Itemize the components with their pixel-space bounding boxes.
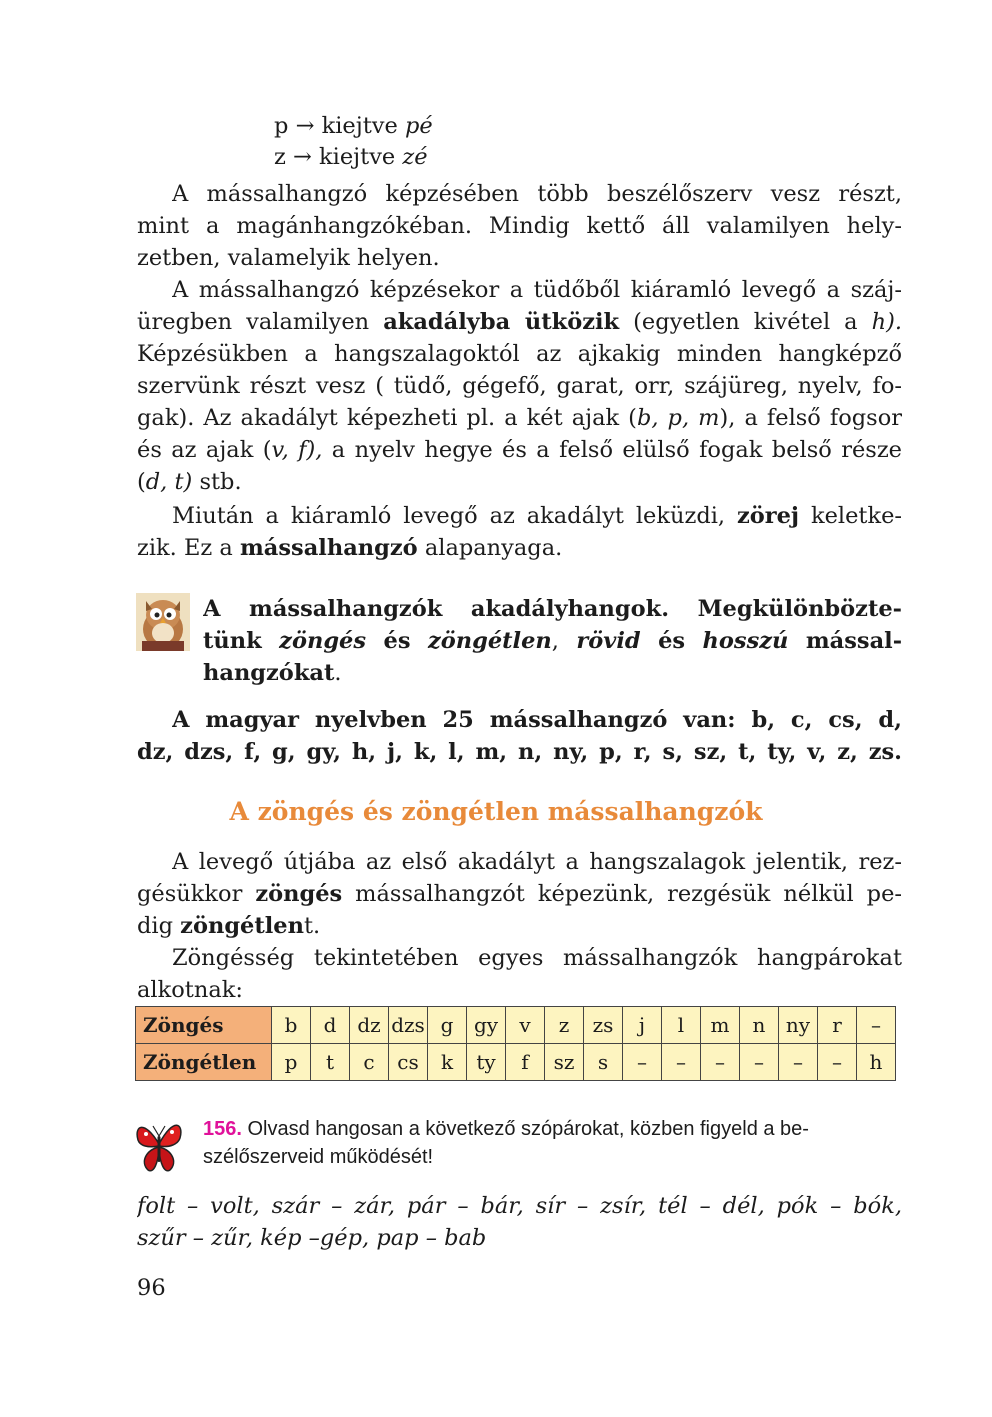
paragraph-2-line-5: gak). Az akadályt képezheti pl. a két ajak (b, p, m), a felső fogsor: [137, 405, 902, 431]
table-cell: r: [818, 1007, 857, 1044]
butterfly-icon: [134, 1114, 184, 1176]
table-cell: c: [350, 1044, 389, 1081]
table-cell: gy: [467, 1007, 506, 1044]
owl-icon: [136, 593, 190, 651]
voiceless-row: [136, 1044, 896, 1081]
table-cell: d: [311, 1007, 350, 1044]
table-cell: –: [701, 1044, 740, 1081]
consonant-list-line-2: dz, dzs, f, g, gy, h, j, k, l, m, n, ny, p, r, s, sz, t, ty, v, z, zs.: [137, 739, 902, 765]
rule-line-2: tünk zöngés és zöngétlen, rövid és hosszú mással-: [203, 628, 902, 654]
paragraph-4-line-2: gésükkor zöngés mássalhangzót képezünk, rezgésük nélkül pe-: [137, 881, 902, 907]
table-cell: cs: [389, 1044, 428, 1081]
paragraph-3-line-2: zik. Ez a mássalhangzó alapanyaga.: [137, 535, 563, 561]
table-cell: z: [545, 1007, 584, 1044]
pronunciation-p: p → kiejtve pé: [274, 113, 433, 139]
table-cell: n: [740, 1007, 779, 1044]
paragraph-1-line-3: zetben, valamelyik helyen.: [137, 245, 440, 271]
paragraph-2-line-3: Képzésükben a hangszalagoktól az ajkakig minden hangképző: [137, 341, 902, 367]
table-cell: sz: [545, 1044, 584, 1081]
table-cell: g: [428, 1007, 467, 1044]
paragraph-5-line-1: Zöngésség tekintetében egyes mássalhangzók hangpárokat: [172, 945, 902, 971]
rule-line-1: A mássalhangzók akadályhangok. Megkülönbözte-: [203, 596, 902, 622]
paragraph-2-line-7: (d, t) stb.: [137, 469, 242, 495]
paragraph-2-line-1: A mássalhangzó képzésekor a tüdőből kiáramló levegő a száj-: [172, 277, 902, 303]
paragraph-2-line-6: és az ajak (v, f), a nyelv hegye és a felső elülső fogak belső része: [137, 437, 902, 463]
task-line-1: 156. Olvasd hangosan a következő szópárokat, közben figyeld a be-: [203, 1118, 809, 1140]
consonant-list-line-1: A magyar nyelvben 25 mássalhangzó van: b, c, cs, d,: [172, 707, 902, 733]
table-cell: –: [818, 1044, 857, 1081]
table-cell: ty: [467, 1044, 506, 1081]
table-cell: h: [857, 1044, 896, 1081]
paragraph-2-line-2: üregben valamilyen akadályba ütközik (egyetlen kivétel a h).: [137, 309, 902, 335]
table-cell: –: [857, 1007, 896, 1044]
voiceless-label: Zöngétlen: [136, 1044, 272, 1081]
table-cell: p: [272, 1044, 311, 1081]
table-cell: b: [272, 1007, 311, 1044]
rule-line-3: hangzókat.: [203, 660, 342, 686]
page-number: 96: [137, 1275, 166, 1301]
task-number: 156.: [203, 1118, 242, 1140]
paragraph-5-line-2: alkotnak:: [137, 977, 243, 1003]
word-pairs-line-2: szűr – zűr, kép –gép, pap – bab: [137, 1225, 487, 1251]
voiced-row: [136, 1007, 896, 1044]
table-cell: –: [662, 1044, 701, 1081]
table-cell: ny: [779, 1007, 818, 1044]
paragraph-3-line-1: Miután a kiáramló levegő az akadályt leküzdi, zörej keletke-: [172, 503, 902, 529]
paragraph-1-line-2: mint a magánhangzókéban. Mindig kettő áll valamilyen hely-: [137, 213, 902, 239]
table-cell: –: [623, 1044, 662, 1081]
table-cell: dz: [350, 1007, 389, 1044]
table-cell: k: [428, 1044, 467, 1081]
table-cell: f: [506, 1044, 545, 1081]
table-cell: v: [506, 1007, 545, 1044]
section-heading: A zöngés és zöngétlen mássalhangzók: [229, 797, 763, 826]
task-line-2: szélőszerveid működését!: [203, 1146, 434, 1168]
consonant-pairs-table: [135, 1006, 896, 1081]
table-cell: j: [623, 1007, 662, 1044]
table-cell: dzs: [389, 1007, 428, 1044]
paragraph-1-line-1: A mássalhangzó képzésében több beszélőszerv vesz részt,: [172, 181, 902, 207]
paragraph-4-line-3: dig zöngétlent.: [137, 913, 321, 939]
table-cell: –: [779, 1044, 818, 1081]
table-cell: m: [701, 1007, 740, 1044]
table-cell: s: [584, 1044, 623, 1081]
word-pairs-line-1: folt – volt, szár – zár, pár – bár, sír – zsír, tél – dél, pók – bók,: [137, 1193, 902, 1219]
table-cell: l: [662, 1007, 701, 1044]
paragraph-2-line-4: szervünk részt vesz ( tüdő, gégefő, garat, orr, szájüreg, nyelv, fo-: [137, 373, 902, 399]
voiced-label: Zöngés: [136, 1007, 272, 1044]
table-cell: t: [311, 1044, 350, 1081]
table-cell: –: [740, 1044, 779, 1081]
table-cell: zs: [584, 1007, 623, 1044]
pronunciation-z: z → kiejtve zé: [274, 144, 428, 170]
paragraph-4-line-1: A levegő útjába az első akadályt a hangszalagok jelentik, rez-: [172, 849, 902, 875]
